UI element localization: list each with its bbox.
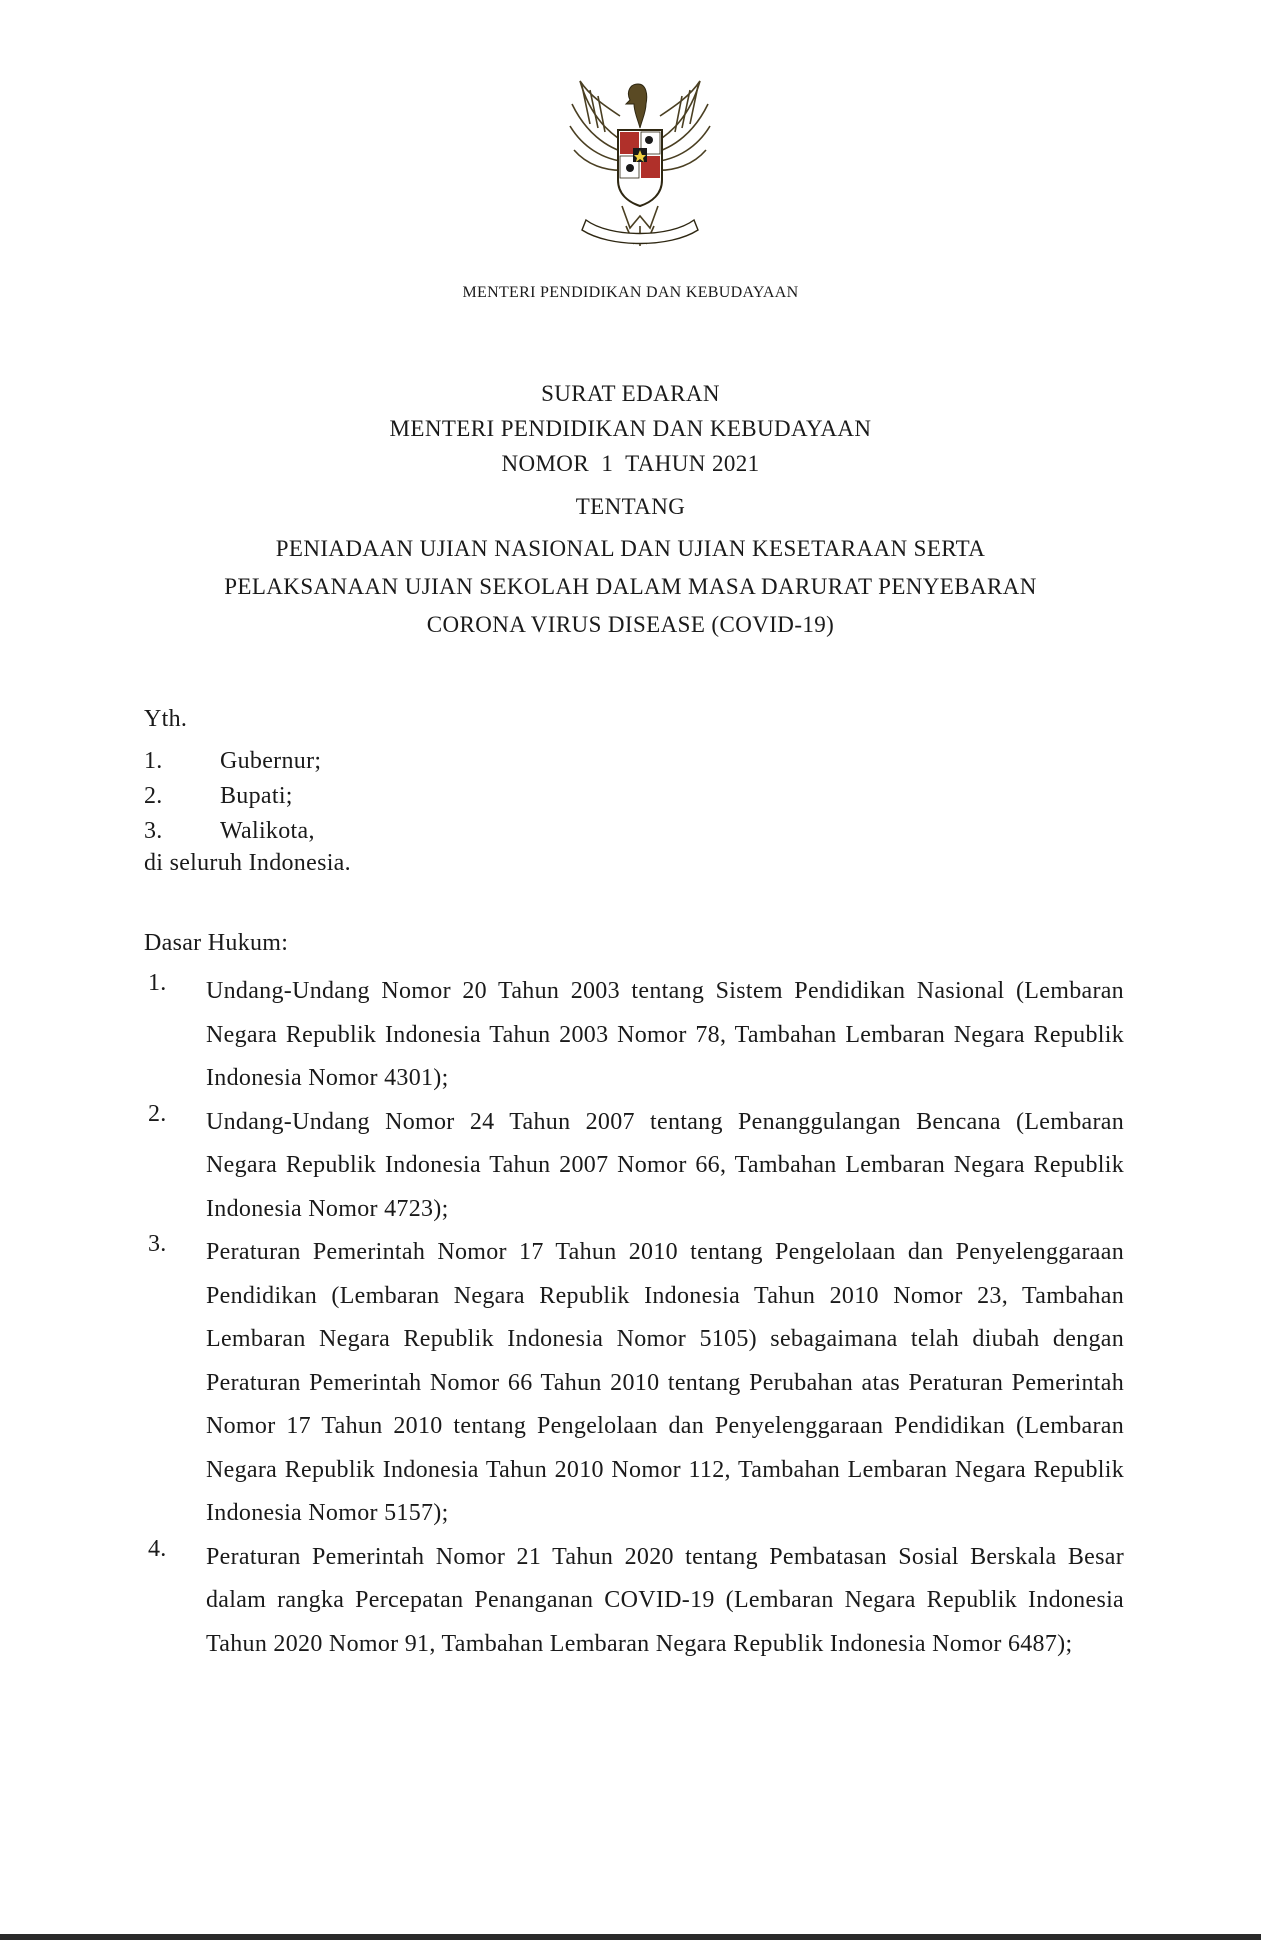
garuda-emblem-icon [560,76,720,256]
ministry-header: MENTERI PENDIDIKAN DAN KEBUDAYAAN [462,284,799,301]
list-item [144,814,321,849]
scan-border-line [0,1934,1261,1940]
list-text: Undang-Undang Nomor 24 Tahun 2007 tentang Penanggulangan Bencana (Lembaran Negara Republik Indonesia Tahun 2007 Nomor 66, Tambahan Lembaran Negara Republik Indonesia Nomor 4723); [206,1108,1124,1222]
list-item [144,779,321,814]
list-text: Peraturan Pemerintah Nomor 21 Tahun 2020 tentang Pembatasan Sosial Berskala Besar dalam rangka Percepatan Penanganan COVID-19 (Lembaran Negara Republik Indonesia Tahun 2020 Nomor 91, Tambahan Lembaran Negara Republik Indonesia Nomor 6487); [206,1543,1124,1657]
list-item [144,744,321,779]
document-number: NOMOR 1 TAHUN 2021 [501,451,760,476]
subject-line: PENIADAAN UJIAN NASIONAL DAN UJIAN KESETARAAN SERTA [275,536,986,561]
list-number: 1. [144,748,163,774]
subject-line: CORONA VIRUS DISEASE (COVID-19) [426,612,835,637]
list-number: 3. [144,818,163,844]
salutation: Yth. [144,706,188,732]
list-text: Undang-Undang Nomor 20 Tahun 2003 tentang Sistem Pendidikan Nasional (Lembaran Negara Republik Indonesia Tahun 2003 Nomor 78, Tambahan Lembaran Negara Republik Indonesia Nomor 4301); [206,978,1124,1091]
list-item [144,1536,1124,1667]
document-subject [170,530,1091,644]
addressee-list [144,744,321,849]
list-text: Bupati; [220,783,293,809]
list-text: Gubernur; [220,748,322,774]
list-number: 2. [144,783,163,809]
subject-line: PELAKSANAAN UJIAN SEKOLAH DALAM MASA DARURAT PENYEBARAN [224,574,1037,599]
addressee-closing: di seluruh Indonesia. [144,850,351,876]
list-text: Peraturan Pemerintah Nomor 17 Tahun 2010 tentang Pengelolaan dan Penyelenggaraan Pendidikan (Lembaran Negara Republik Indonesia Tahun 2010 Nomor 23, Tambahan Lembaran Negara Republik Indonesia Nomor 5105) sebagaimana telah diubah dengan Peraturan Pemerintah Nomor 66 Tahun 2010 tentang Perubahan atas Peraturan Pemerintah Nomor 17 Tahun 2010 tentang Pengelolaan dan Penyelenggaraan Pendidikan (Lembaran Negara Republik Indonesia Tahun 2010 Nomor 112, Tambahan Lembaran Negara Republik Indonesia Nomor 5157); [206,1239,1124,1526]
legal-basis-list [144,970,1124,1666]
title-line: MENTERI PENDIDIKAN DAN KEBUDAYAAN [389,416,872,441]
list-item [144,1231,1124,1536]
title-tentang: TENTANG [575,494,686,519]
list-number: 3. [148,1231,167,1257]
list-text: Walikota, [220,818,315,844]
list-item [144,1101,1124,1232]
legal-basis-heading: Dasar Hukum: [144,930,289,956]
document-title [0,376,1261,524]
list-item [144,970,1124,1101]
list-number: 1. [148,970,167,996]
list-number: 2. [148,1100,167,1127]
title-line: SURAT EDARAN [541,381,720,406]
list-number: 4. [148,1535,167,1562]
